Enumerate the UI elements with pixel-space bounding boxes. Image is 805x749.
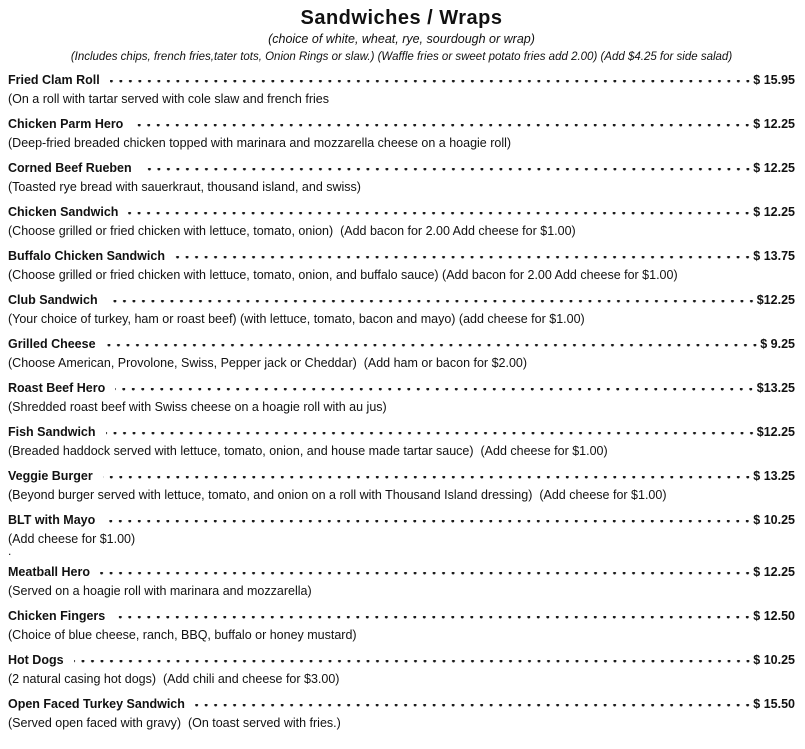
dot-leader: [74, 660, 753, 664]
menu-item-description: (Shredded roast beef with Swiss cheese on a hoagie roll with au jus): [8, 400, 387, 414]
menu-item-description: (Choose American, Provolone, Swiss, Pepper jack or Cheddar) (Add ham or bacon for $2.00): [8, 356, 528, 370]
menu-item-price: $ 13.75: [753, 249, 795, 263]
menu-item: [8, 653, 795, 686]
menu-item: [8, 73, 795, 106]
menu-item-name: Fish Sandwich: [8, 425, 96, 439]
menu-item-price: $ 12.25: [753, 117, 795, 131]
dot-leader: [195, 704, 752, 708]
menu-item: [8, 513, 795, 558]
menu-item-description: (On a roll with tartar served with cole slaw and french fries: [8, 92, 329, 106]
menu-item: [8, 425, 795, 458]
menu-item-price: $12.25: [756, 425, 795, 439]
menu-item: [8, 161, 795, 194]
dot-leader: [133, 124, 752, 128]
menu-item-line: [8, 117, 795, 131]
menu-item-name: Chicken Fingers: [8, 609, 106, 623]
menu-item: [8, 609, 795, 642]
menu-item-description: (Served open faced with gravy) (On toast served with fries.): [8, 716, 341, 730]
menu-item: [8, 205, 795, 238]
dot-leader: [106, 344, 760, 348]
dot-leader: [103, 476, 753, 480]
menu-item: [8, 117, 795, 150]
menu-item-price: $ 10.25: [753, 653, 795, 667]
menu-item-line: [8, 205, 795, 219]
menu-item-name: Open Faced Turkey Sandwich: [8, 697, 185, 711]
menu-item-description: (Choice of blue cheese, ranch, BBQ, buffalo or honey mustard): [8, 628, 357, 642]
menu-item-price: $ 15.95: [753, 73, 795, 87]
menu-item-price: $ 12.25: [753, 161, 795, 175]
dot-leader: [105, 520, 752, 524]
menu-item-price: $ 9.25: [760, 337, 795, 351]
menu-item-name: Hot Dogs: [8, 653, 64, 667]
menu-item-line: [8, 653, 795, 667]
page-note: (Includes chips, french fries,tater tots, Onion Rings or slaw.) (Waffle fries or sweet potato fries add 2.00) (Add $4.25 for side salad): [70, 51, 733, 63]
menu-item-line: [8, 469, 795, 483]
menu-item-price: $ 12.25: [753, 205, 795, 219]
menu-item-description: (2 natural casing hot dogs) (Add chili and cheese for $3.00): [8, 672, 340, 686]
menu-item-line: [8, 337, 795, 351]
menu-item-price: $ 15.50: [753, 697, 795, 711]
menu-item: [8, 381, 795, 414]
menu-item-description: (Deep-fried breaded chicken topped with marinara and mozzarella cheese on a hoagie roll): [8, 136, 512, 150]
menu-item-price: $13.25: [756, 381, 795, 395]
menu-item: [8, 565, 795, 598]
dot-leader: [128, 212, 752, 216]
menu-item-description: (Add cheese for $1.00): [8, 532, 136, 546]
menu-item-name: Chicken Parm Hero: [8, 117, 124, 131]
dot-leader: [106, 432, 756, 436]
menu-item-name: Veggie Burger: [8, 469, 93, 483]
menu-item-line: [8, 161, 795, 175]
menu-item: [8, 293, 795, 326]
menu-item-description: (Choose grilled or fried chicken with lettuce, tomato, onion, and buffalo sauce) (Add bacon for 2.00 Add cheese for $1.00): [8, 268, 678, 282]
menu-item-name: Grilled Cheese: [8, 337, 96, 351]
menu-item-line: [8, 73, 795, 87]
dot-leader: [115, 388, 756, 392]
page-title: Sandwiches / Wraps: [300, 7, 503, 29]
menu-item-line: [8, 609, 795, 623]
menu-item: [8, 697, 795, 730]
menu-item-price: $ 13.25: [753, 469, 795, 483]
dot-leader: [175, 256, 752, 260]
menu-item-line: [8, 293, 795, 307]
menu-item-description: (Breaded haddock served with lettuce, tomato, onion, and house made tartar sauce) (Add cheese for $1.00): [8, 444, 608, 458]
menu-items: [8, 73, 795, 730]
menu-item-name: Roast Beef Hero: [8, 381, 106, 395]
menu-item-description: (Toasted rye bread with sauerkraut, thousand island, and swiss): [8, 180, 361, 194]
menu-item: [8, 469, 795, 502]
menu-item-price: $ 10.25: [753, 513, 795, 527]
menu-item: [8, 249, 795, 282]
menu-item-description: (Beyond burger served with lettuce, tomato, and onion on a roll with Thousand Island dressing) (Add cheese for $1.00): [8, 488, 667, 502]
dot-leader: [100, 572, 752, 576]
menu-item-name: Buffalo Chicken Sandwich: [8, 249, 165, 263]
dot-leader: [108, 300, 756, 304]
menu-item-line: [8, 425, 795, 439]
menu-item-name: Club Sandwich: [8, 293, 98, 307]
menu-item-name: Corned Beef Rueben: [8, 161, 132, 175]
dot-leader: [142, 168, 753, 172]
menu-item-name: Chicken Sandwich: [8, 205, 119, 219]
dot-leader: [110, 80, 753, 84]
menu-item-price: $ 12.25: [753, 565, 795, 579]
menu-item-price: $12.25: [756, 293, 795, 307]
menu-item-line: [8, 381, 795, 395]
stray-dot: .: [8, 544, 12, 558]
menu-item: [8, 337, 795, 370]
menu-item-name: Fried Clam Roll: [8, 73, 100, 87]
menu-item-description: (Your choice of turkey, ham or roast beef) (with lettuce, tomato, bacon and mayo) (add cheese for $1.00): [8, 312, 585, 326]
menu-item-name: BLT with Mayo: [8, 513, 96, 527]
menu-item-line: [8, 249, 795, 263]
dot-leader: [115, 616, 752, 620]
menu-item-description: (Choose grilled or fried chicken with lettuce, tomato, onion) (Add bacon for 2.00 Add cheese for $1.00): [8, 224, 576, 238]
menu-item-description: (Served on a hoagie roll with marinara and mozzarella): [8, 584, 312, 598]
menu-item-line: [8, 565, 795, 579]
menu-item-name: Meatball Hero: [8, 565, 90, 579]
menu-item-line: [8, 697, 795, 711]
menu-item-price: $ 12.50: [753, 609, 795, 623]
menu-item-line: [8, 513, 795, 527]
page-subtitle: (choice of white, wheat, rye, sourdough or wrap): [268, 32, 535, 46]
